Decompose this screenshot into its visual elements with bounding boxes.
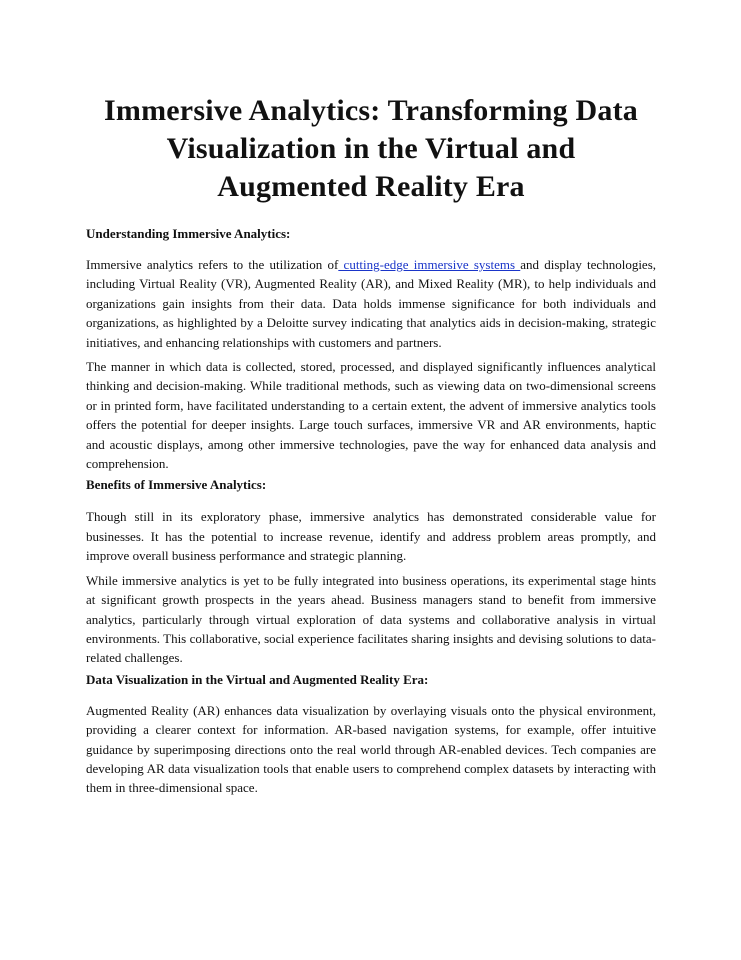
title-line-1: Immersive Analytics: Transforming Data — [104, 94, 638, 127]
title-line-3: Augmented Reality Era — [217, 170, 525, 203]
paragraph-understanding-2: The manner in which data is collected, stored, processed, and displayed significantly influences analytical thinking and decision-making. While traditional methods, such as viewing data on two-dimensional screens or in printed form, have facilitated understanding to a certain extent, the advent of immersive analytics tools offers the potential for deeper insights. Large touch surfaces, immersive VR and AR environments, haptic and acoustic displays, among other immersive technologies, pave the way for enhanced data analysis and comprehension. — [86, 359, 656, 472]
section-heading-benefits: Benefits of Immersive Analytics: — [86, 477, 267, 493]
paragraph-text: Immersive analytics refers to the utilization of — [86, 257, 339, 272]
paragraph-text: and display technologies, including Virtual Reality (VR), Augmented Reality (AR), and Mixed Reality (MR), to help individuals and organizations gain insights from their data. Data holds immense significance for both individuals and organizations, as highlighted by a Deloitte survey indicating that analytics aids in decision-making, strategic initiatives, and enhancing relationships with customers and partners. — [86, 257, 657, 350]
paragraph-benefits-1: Though still in its exploratory phase, immersive analytics has demonstrated considerable value for businesses. It has the potential to increase revenue, identify and address problem areas promptly, and improve overall business performance and strategic planning. — [86, 509, 656, 564]
document-title — [86, 92, 656, 206]
paragraph-understanding-1 — [86, 255, 656, 352]
title-line-2: Visualization in the Virtual and — [166, 132, 576, 165]
document-page — [86, 92, 656, 798]
paragraph-visualization-1: Augmented Reality (AR) enhances data visualization by overlaying visuals onto the physical environment, providing a clearer context for information. AR-based navigation systems, for example, offer intuitive guidance by superimposing directions onto the real world through AR-enabled devices. Tech companies are developing AR data visualization tools that enable users to comprehend complex datasets by interacting with them in three-dimensional space. — [86, 702, 656, 796]
paragraph-benefits-2: While immersive analytics is yet to be fully integrated into business operations, its experimental stage hints at significant growth prospects in the years ahead. Business managers stand to benefit from immersive analytics, particularly through virtual exploration of data systems and collaborative analysis in virtual environments. This collaborative, social experience facilitates sharing insights and devising solutions to data-related challenges. — [86, 572, 656, 666]
cutting-edge-systems-link[interactable]: cutting-edge immersive systems — [338, 257, 521, 272]
section-heading-understanding: Understanding Immersive Analytics: — [86, 226, 291, 241]
section-heading-visualization: Data Visualization in the Virtual and Augmented Reality Era: — [86, 671, 429, 687]
